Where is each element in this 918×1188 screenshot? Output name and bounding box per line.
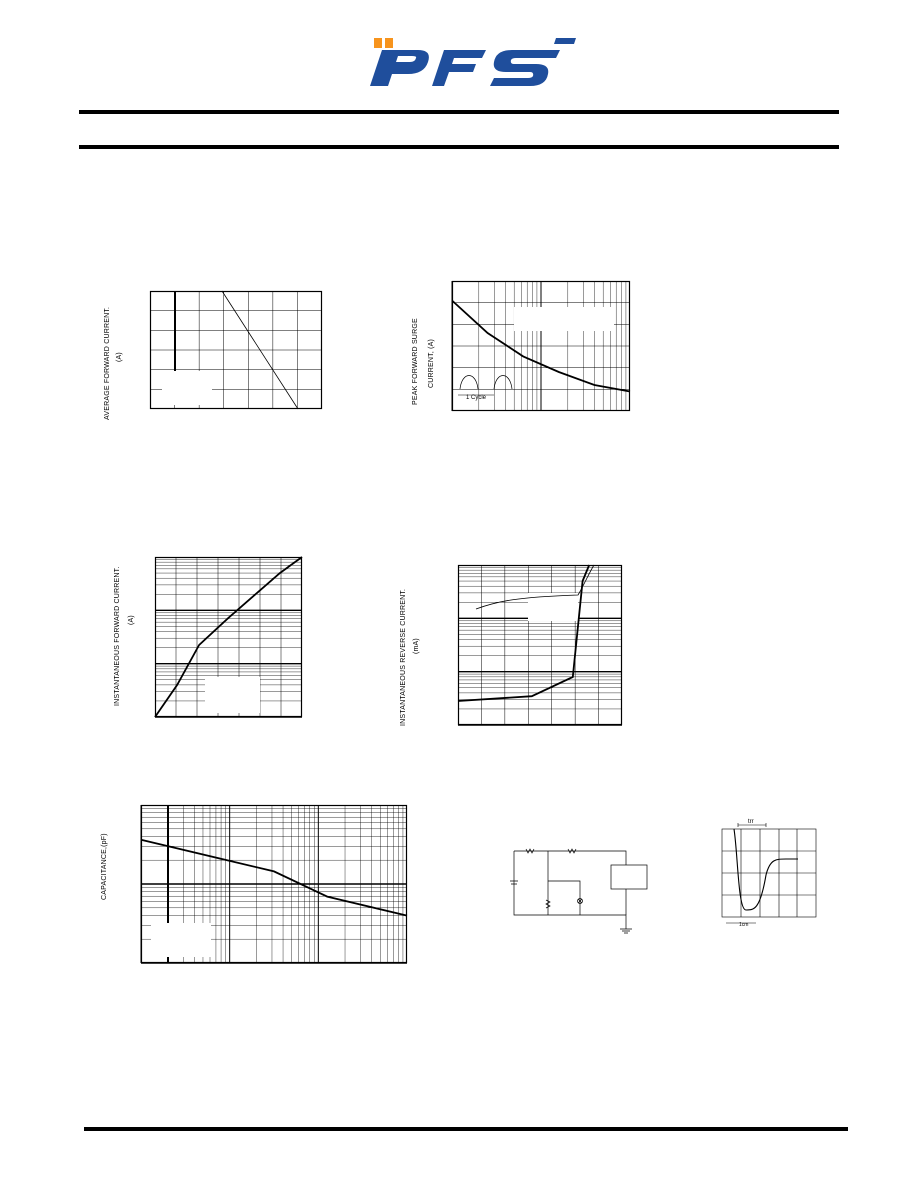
fig2-ylabel-unit: CURRENT, (A) [428,338,435,388]
fig4-ylabel-unit: (mA) [413,638,420,654]
pfs-logo-graphic [360,30,580,88]
fig2-cycle-label: 1 Cycle [466,395,487,401]
fig1-ylabel: AVERAGE FORWARD CURRENT. [104,306,111,420]
fig5-chart [141,805,407,963]
trr-label: trr [748,819,754,825]
fig4-reverse-curve [458,565,589,701]
header-rule-top [79,110,839,114]
fig4-ylabel: INSTANTANEOUS REVERSE CURRENT. [400,588,407,726]
fig3-ylabel: INSTANTANEOUS FORWARD CURRENT. [114,566,121,706]
brand-logo [360,30,580,88]
fig2-halfwave-inset [460,376,512,390]
header-rule-bottom [79,145,839,149]
trr-waveform [716,815,820,930]
legend-box [151,923,211,957]
fig4-chart [458,565,622,725]
chart-frame [459,566,622,725]
fig2-ylabel: PEAK FORWARD SURGE [412,318,419,405]
test-circuit-diagram [508,845,648,933]
legend-box [514,307,614,331]
footer-rule [84,1127,848,1131]
fig3-chart [155,557,302,717]
legend-box [205,677,260,713]
fig1-chart [150,291,322,409]
fig1-ylabel-unit: (A) [116,352,123,362]
fig5-ylabel: CAPACITANCE,(pF) [101,833,108,900]
fig3-ylabel-unit: (A) [128,615,135,625]
fig2-chart [452,281,630,411]
fig5-capacitance-curve [141,840,407,916]
legend-box [162,371,212,405]
waveform-scale-label: 1cm [739,922,749,928]
